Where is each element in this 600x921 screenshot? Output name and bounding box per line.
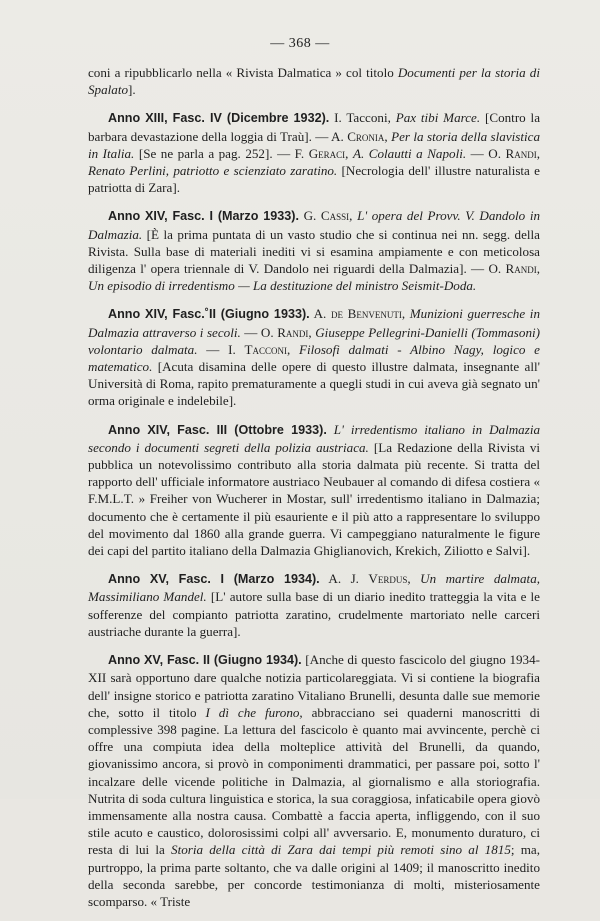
entry-text: [Anche di questo fascicolo del giugno 1934-XII sarà opportuno dare qualche notizia particolareggiata. Vi si contiene la biografia dell' insigne storico e patriotta zaratino Vitaliano Brunelli, desunta dalle sue memorie che, sotto il titolo bbox=[88, 652, 540, 720]
entry-text: — I. bbox=[197, 341, 245, 357]
entry-text: , bbox=[286, 341, 299, 357]
entry-text: , bbox=[401, 306, 410, 322]
entry-text: , bbox=[345, 145, 353, 161]
italic-title: L' opera del Provv. V. Dandolo in Dalmazia. bbox=[88, 208, 541, 242]
author-name: Randi bbox=[505, 261, 537, 277]
index-entry bbox=[88, 207, 540, 294]
index-entry bbox=[88, 421, 540, 560]
italic-title: L' irredentismo italiano in Dalmazia secondo i documenti segreti della polizia austriaca. bbox=[88, 421, 540, 455]
index-entry bbox=[88, 651, 540, 910]
entry-text: [La Redazione della Rivista vi pubblica un notevolissimo contributo alla storia dalmata più recente. Si tratta del rapporto dell' ufficiale informatore austriaco Neubauer al comando di difesa costiera « F.M.L.T. » Freiher von Wucherer in Mostar, sull' irredentismo italiano in Dalmazia; documento che è certamente il più esauriente e il più atto a rappresentare lo sviluppo del movimento dal 1860 alla grande guerra. Vi campeggiano naturalmente le figure dei capi del partito italiano della Dalmazia Ghiglianovich, Krekich, Ziliotto e Salvi]. bbox=[88, 439, 540, 559]
document-body bbox=[88, 64, 540, 921]
italic-title: Renato Perlini, patriotto e scienziato zaratino. bbox=[88, 163, 338, 179]
entry-text: , bbox=[308, 324, 316, 340]
entry-heading: Anno XV, Fasc. II (Giugno 1934). bbox=[108, 653, 302, 668]
italic-title: Un episodio di irredentismo — La destituzione del ministro Seismit-Doda. bbox=[88, 278, 477, 294]
italic-title: I dì che furono, bbox=[205, 704, 303, 720]
italic-title: Per la storia della slavistica in Italia. bbox=[88, 128, 541, 161]
entry-text: [Contro la barbara devastazione della loggia di Traù]. — A. bbox=[88, 110, 541, 144]
entry-heading: Anno XV, Fasc. I (Marzo 1934). bbox=[108, 572, 320, 587]
author-name: Cassi bbox=[320, 208, 350, 224]
entry-text: , bbox=[384, 128, 392, 144]
entry-text: [È la prima puntata di un vasto studio che si continua nei nn. segg. della Rivista. Sulla base di materiali inediti vi si esamina ampiamente e con meticolosa diligenza l' opera triennale di V. Dandolo nei riguardi della Dalmazia]. — O. bbox=[88, 226, 540, 277]
entry-text: — O. bbox=[466, 145, 506, 161]
index-entry bbox=[88, 109, 540, 196]
author-name: Geraci bbox=[308, 145, 346, 161]
entry-text: G. bbox=[298, 208, 321, 224]
entry-text: ; ma, purtroppo, la prima parte soltanto, che va dalle origini al 1409; il manoscritto inedito della seconda sarebbe, per concorde testimonianza di molti, misteriosamente scomparso. « Triste bbox=[88, 842, 540, 909]
entry-text: , bbox=[536, 261, 540, 277]
entry-text: [L' autore sulla base di un diario inedito tratteggia la vita e le sofferenze del compianto patriotta zaratino, crudelmente martoriato nelle carceri austriache durante la guerra]. bbox=[88, 589, 540, 639]
entry-text: — O. bbox=[240, 324, 278, 340]
italic-title: Un martire dalmata, Massimiliano Mandel. bbox=[88, 571, 541, 605]
italic-title: Documenti per la storia di Spalato bbox=[88, 65, 540, 98]
italic-title: A. Colautti a Napoli. bbox=[352, 145, 467, 161]
entry-text: I. Tacconi, bbox=[329, 110, 396, 126]
entry-text: abbracciano sei quaderni manoscritti di complessive 398 pagine. La lettura del fascicolo è quanto mai avvincente, perchè ci offre una compiuta idea della molteplice attività del Brunelli, da quando, giovanissimo ancora, si provò in componimenti drammatici, per passare poi, sotto l' incalzare delle vicende politiche in Dalmazia, al giornalismo e alla storiografia. Nutrita di soda cultura linguistica e storica, la sua coraggiosa, infaticabile opera giovò immensamente alla nostra causa. Combattè a faccia aperta, infliggendo, con il suo stile acuto e caustico, dolorosissimi colpi all' avversario. E, monumento duraturo, ci resta di lui la bbox=[88, 704, 540, 858]
italic-title: Giuseppe Pellegrini-Danielli (Tommasoni) volontario dalmata. bbox=[88, 324, 540, 357]
entry-heading: Anno XIV, Fasc. I (Marzo 1933). bbox=[108, 209, 299, 224]
entry-text: [Se ne parla a pag. 252]. — F. bbox=[134, 145, 309, 161]
author-name: Verdus bbox=[368, 571, 408, 587]
entry-heading: Anno XIII, Fasc. IV (Dicembre 1932). bbox=[108, 111, 330, 126]
entry-heading: Anno XIV, Fasc.˚II (Giugno 1933). bbox=[108, 307, 310, 322]
author-name: Randi bbox=[505, 145, 537, 161]
entry-text: [Acuta disamina delle opere di questo illustre dalmata, insegnante all' Università di Roma, rapito prematuramente a quegli studi in cui aveva già segnato un' orma originale e indelebile]. bbox=[88, 359, 540, 409]
author-name: Cronia bbox=[347, 128, 385, 144]
entry-text: [Necrologia dell' illustre naturalista e patriotta di Zara]. bbox=[88, 163, 540, 196]
italic-title: Filosofi dalmati - Albino Nagy, logico e matematico. bbox=[88, 341, 540, 375]
author-name: de Benvenuti bbox=[330, 306, 402, 322]
index-entry bbox=[88, 570, 540, 640]
entry-text: coni a ripubblicarlo nella « Rivista Dalmatica » col titolo bbox=[88, 65, 398, 80]
entry-text: A. J. bbox=[319, 571, 369, 587]
index-entry bbox=[88, 305, 540, 409]
italic-title: Pax tibi Marce. bbox=[395, 110, 481, 126]
entry-text: A. bbox=[309, 306, 331, 322]
entry-text: , bbox=[536, 145, 540, 161]
continuation-paragraph bbox=[88, 64, 540, 98]
entry-text: ]. bbox=[128, 82, 136, 98]
page-number: — 368 — bbox=[270, 36, 330, 51]
entry-text bbox=[327, 422, 334, 437]
author-name: Randi bbox=[277, 324, 309, 340]
entry-heading: Anno XIV, Fasc. III (Ottobre 1933). bbox=[108, 422, 327, 437]
author-name: Tacconi bbox=[244, 341, 287, 357]
italic-title: Storia della città di Zara dai tempi più remoti sino al 1815 bbox=[171, 842, 511, 858]
italic-title: Munizioni guerresche in Dalmazia attraverso i secoli. bbox=[88, 306, 540, 340]
entry-text: , bbox=[407, 571, 421, 587]
entry-text: , bbox=[349, 208, 358, 224]
